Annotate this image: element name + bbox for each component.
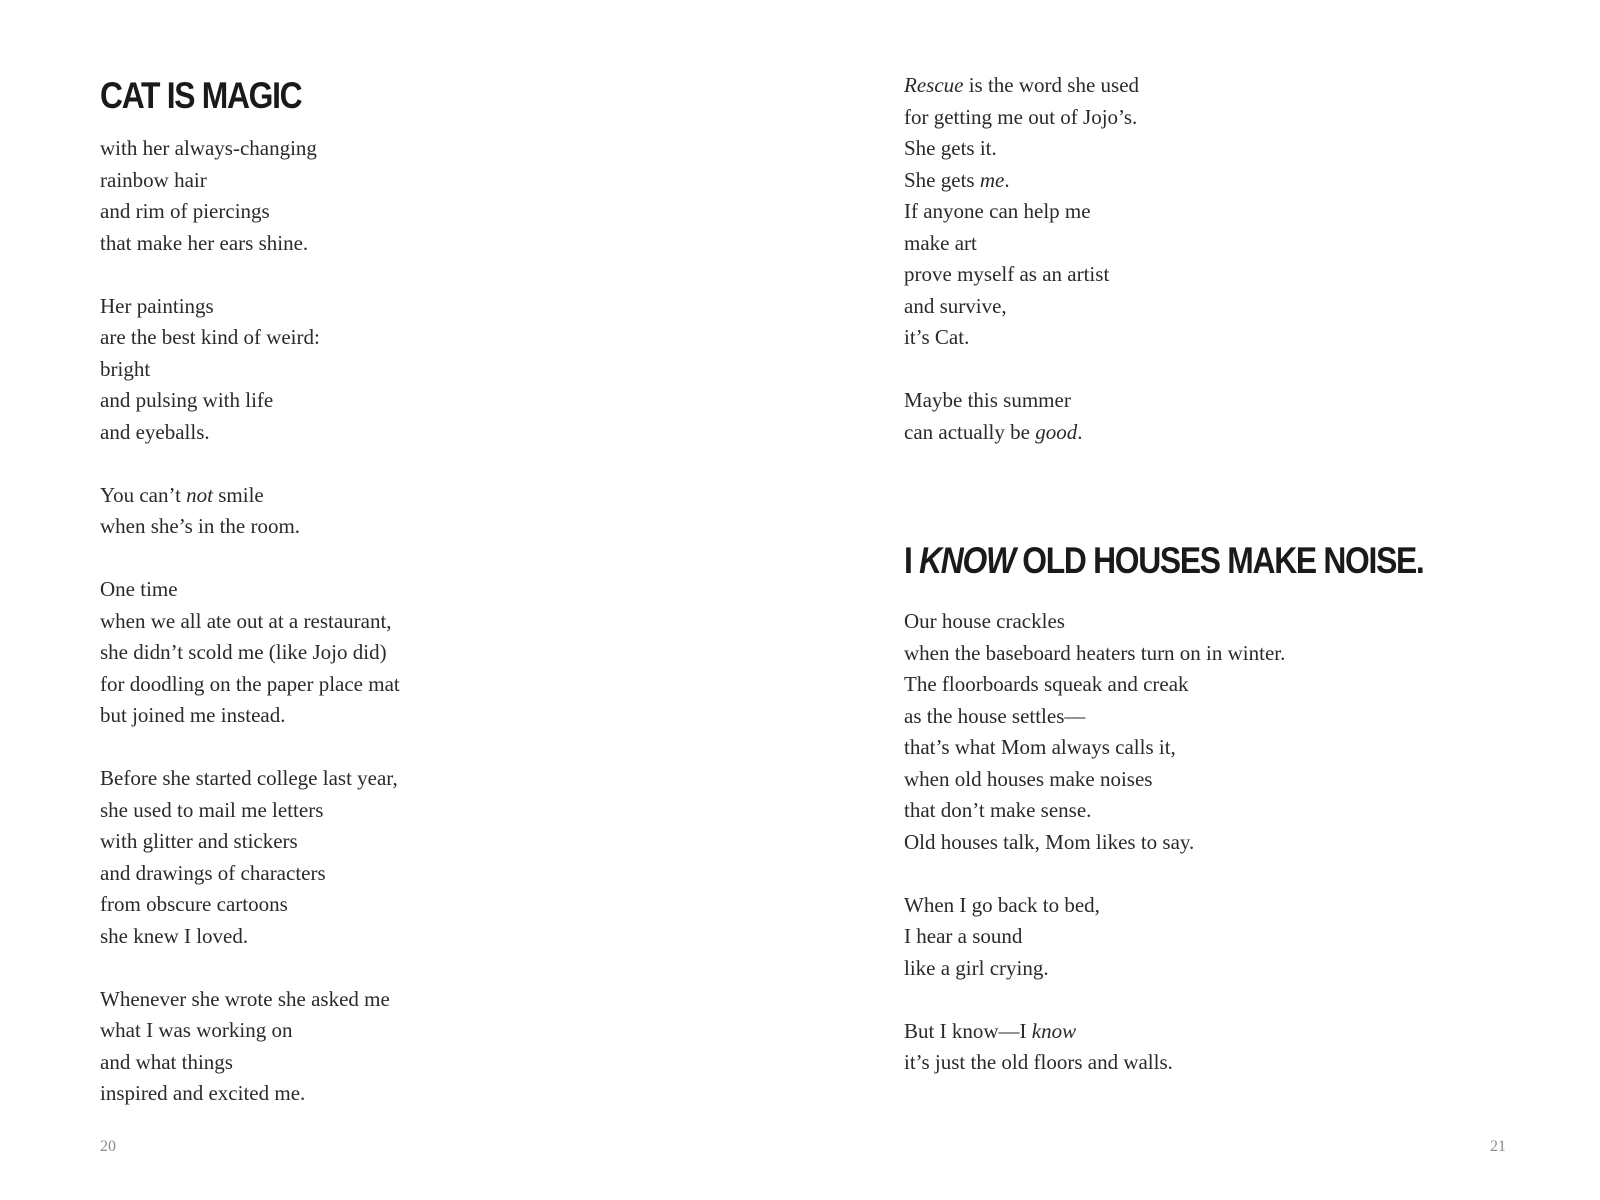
poem-line: can actually be good. bbox=[904, 419, 1083, 444]
poem-line: Maybe this summer bbox=[904, 388, 1071, 412]
poem-line: it’s Cat. bbox=[904, 325, 970, 349]
poem-line: She gets me. bbox=[904, 167, 1010, 192]
poem-line: and what things bbox=[100, 1049, 233, 1074]
emphasized-word: good bbox=[1035, 419, 1078, 444]
poem-line: she knew I loved. bbox=[100, 923, 249, 948]
right-page bbox=[904, 0, 1524, 1200]
poem-title-cat-is-magic: CAT IS MAGIC bbox=[100, 75, 302, 116]
poem-line: Her paintings bbox=[100, 293, 214, 318]
left-page bbox=[100, 0, 760, 1200]
poem-line: that don’t make sense. bbox=[904, 798, 1092, 822]
poem-line: You can’t not smile bbox=[100, 482, 264, 507]
poem-line: it’s just the old floors and walls. bbox=[904, 1050, 1173, 1074]
stanza bbox=[100, 763, 400, 952]
emphasized-word: Rescue bbox=[904, 73, 964, 97]
poem-line: but joined me instead. bbox=[100, 703, 286, 727]
poem-body-i-know-old-houses bbox=[904, 606, 1285, 1079]
poem-line: and pulsing with life bbox=[100, 388, 274, 412]
emphasized-word: know bbox=[1031, 1018, 1077, 1043]
stanza bbox=[100, 480, 400, 543]
stanza bbox=[904, 606, 1285, 858]
poem-line: and survive, bbox=[904, 293, 1007, 318]
poem-line: when she’s in the room. bbox=[100, 514, 301, 538]
poem-line: and drawings of characters bbox=[100, 860, 326, 885]
stanza bbox=[100, 984, 400, 1110]
emphasized-word: me bbox=[979, 167, 1005, 192]
poem-line: she didn’t scold me (like Jojo did) bbox=[100, 640, 387, 664]
poem-line: when old houses make noises bbox=[904, 766, 1153, 791]
poem-line: with her always-changing bbox=[100, 136, 317, 160]
poem-line: that make her ears shine. bbox=[100, 230, 309, 255]
poem-line: rainbow hair bbox=[100, 167, 207, 192]
poem-line: are the best kind of weird: bbox=[100, 325, 320, 349]
poem-body-cat-is-magic-continued bbox=[904, 70, 1139, 448]
poem-line: she used to mail me letters bbox=[100, 797, 324, 822]
poem-line: One time bbox=[100, 577, 178, 601]
poem-line: as the house settles— bbox=[904, 703, 1086, 728]
poem-line: prove myself as an artist bbox=[904, 262, 1110, 286]
poem-title-i-know-old-houses bbox=[904, 539, 1423, 583]
page-number-left: 20 bbox=[100, 1138, 116, 1155]
poem-line: like a girl crying. bbox=[904, 955, 1049, 980]
poem-line: from obscure cartoons bbox=[100, 892, 288, 916]
poem-line: inspired and excited me. bbox=[100, 1081, 306, 1105]
poem-line: bright bbox=[100, 356, 151, 381]
poem-line: what I was working on bbox=[100, 1018, 293, 1042]
poem-line: with glitter and stickers bbox=[100, 829, 298, 853]
poem-line: for getting me out of Jojo’s. bbox=[904, 104, 1138, 129]
title-pre: I bbox=[904, 540, 920, 581]
poem-line: make art bbox=[904, 230, 977, 255]
poem-body-cat-is-magic bbox=[100, 133, 400, 1110]
stanza bbox=[100, 133, 400, 259]
poem-line: and eyeballs. bbox=[100, 419, 210, 444]
poem-line: Whenever she wrote she asked me bbox=[100, 986, 390, 1011]
stanza bbox=[904, 385, 1139, 448]
poem-line: Rescue is the word she used bbox=[904, 73, 1140, 97]
poem-line: Old houses talk, Mom likes to say. bbox=[904, 829, 1195, 854]
title-post: OLD HOUSES MAKE NOISE. bbox=[1014, 540, 1424, 581]
poem-line: for doodling on the paper place mat bbox=[100, 671, 400, 696]
stanza bbox=[100, 574, 400, 732]
stanza bbox=[904, 890, 1285, 985]
poem-line: The floorboards squeak and creak bbox=[904, 672, 1189, 696]
poem-line: When I go back to bed, bbox=[904, 892, 1100, 917]
poem-line: She gets it. bbox=[904, 136, 997, 160]
poem-line: and rim of piercings bbox=[100, 199, 270, 223]
page-number-right: 21 bbox=[1490, 1138, 1506, 1155]
poem-line: If anyone can help me bbox=[904, 199, 1091, 223]
poem-line: I hear a sound bbox=[904, 924, 1023, 948]
poem-line: Our house crackles bbox=[904, 609, 1065, 633]
poem-line: Before she started college last year, bbox=[100, 766, 398, 790]
poem-line: when we all ate out at a restaurant, bbox=[100, 608, 392, 633]
stanza bbox=[904, 70, 1139, 354]
stanza bbox=[100, 291, 400, 449]
poem-line: But I know—I know bbox=[904, 1018, 1077, 1043]
title-emphasis: KNOW bbox=[919, 540, 1015, 581]
stanza bbox=[904, 1016, 1285, 1079]
poem-line: that’s what Mom always calls it, bbox=[904, 735, 1176, 759]
poem-line: when the baseboard heaters turn on in winter. bbox=[904, 640, 1286, 665]
emphasized-word: not bbox=[186, 482, 213, 507]
